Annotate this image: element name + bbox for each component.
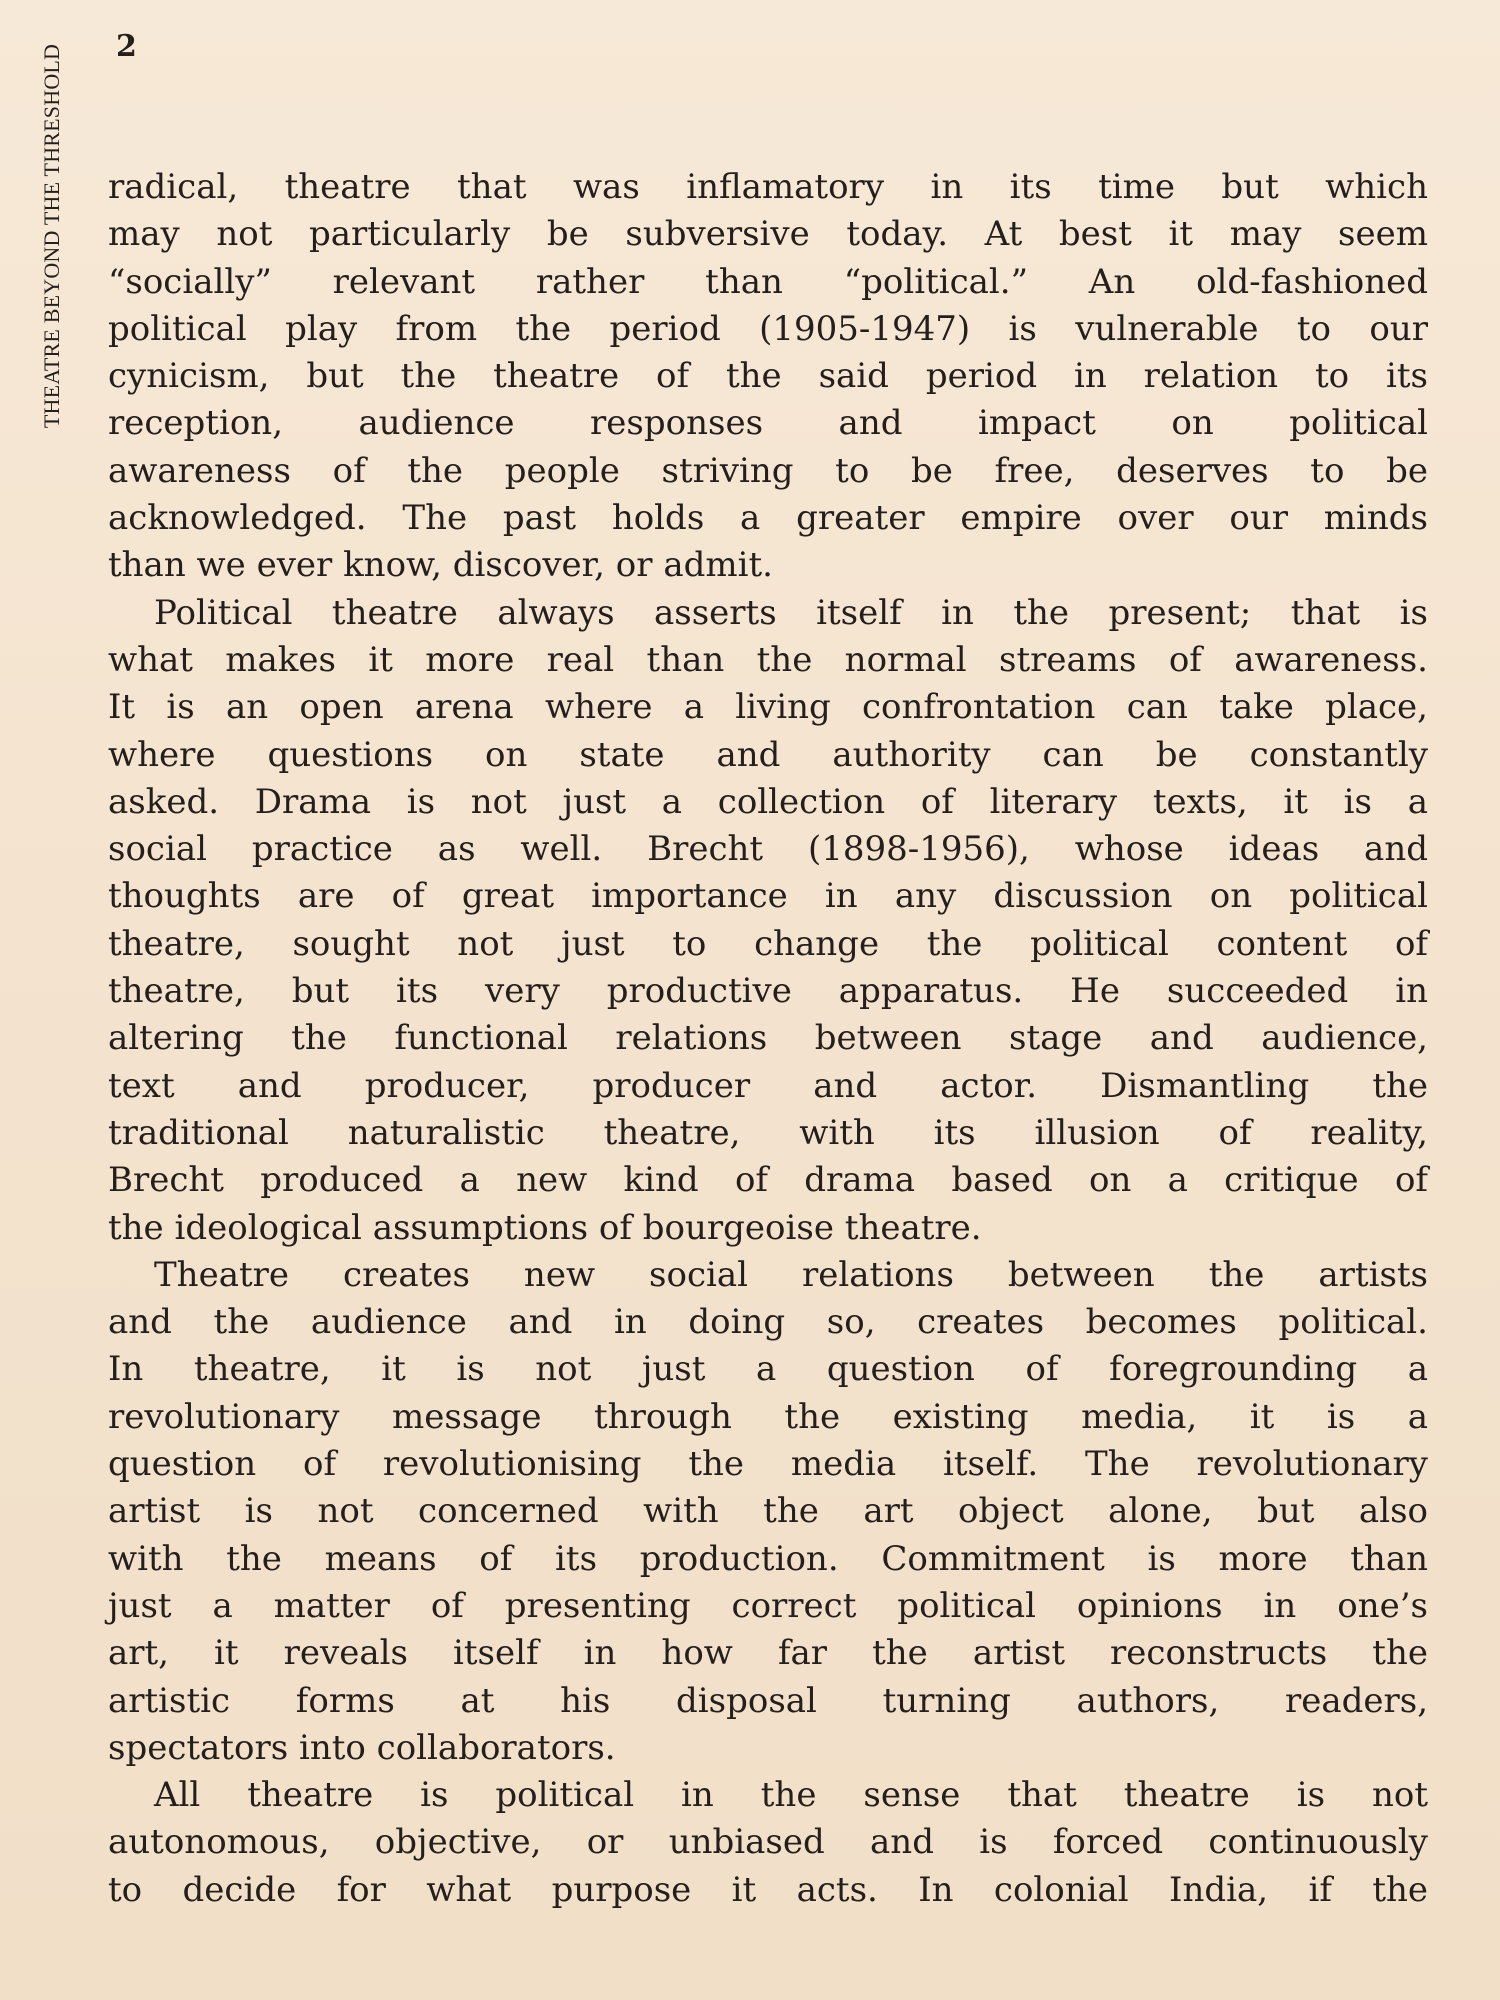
text-line: asked. Drama is not just a collection of literary texts, it is a [108,781,1428,822]
text-line: altering the functional relations between stage and audience, [108,1018,1428,1059]
text-line: revolutionary message through the existing media, it is a [108,1396,1428,1437]
text-line: In theatre, it is not just a question of foregrounding a [108,1349,1428,1390]
text-line: political play from the period (1905-1947) is vulnerable to our [108,308,1428,349]
text-line: “socially” relevant rather than “political.” An old-fashioned [108,261,1428,302]
text-line: acknowledged. The past holds a greater empire over our minds [108,498,1428,539]
text-line: and the audience and in doing so, creates becomes political. [108,1302,1428,1343]
paragraph [108,590,1428,1252]
body-text [108,164,1428,1914]
paragraph [108,1772,1428,1914]
text-line: to decide for what purpose it acts. In colonial India, if the [108,1869,1428,1910]
text-line: just a matter of presenting correct political opinions in one’s [108,1585,1428,1626]
text-line: theatre, but its very productive apparatus. He succeeded in [108,971,1428,1012]
text-line: what makes it more real than the normal streams of awareness. [108,639,1428,680]
text-line: awareness of the people striving to be free, deserves to be [108,450,1428,491]
text-line: Theatre creates new social relations between the artists [154,1254,1428,1295]
text-line: the ideological assumptions of bourgeoise theatre. [108,1207,982,1248]
text-line: cynicism, but the theatre of the said period in relation to its [108,356,1428,397]
text-line: Political theatre always asserts itself in the present; that is [154,592,1428,633]
text-line: theatre, sought not just to change the political content of [108,923,1428,964]
text-line: text and producer, producer and actor. Dismantling the [108,1065,1428,1106]
page-number: 2 [116,29,137,64]
text-line: reception, audience responses and impact on political [108,403,1428,444]
text-line: with the means of its production. Commitment is more than [108,1538,1428,1579]
text-line: social practice as well. Brecht (1898-1956), whose ideas and [108,829,1428,870]
text-line: autonomous, objective, or unbiased and is forced continuously [108,1822,1428,1863]
text-line: It is an open arena where a living confrontation can take place, [108,687,1428,728]
text-line: than we ever know, discover, or admit. [108,545,773,586]
text-line: where questions on state and authority can be constantly [108,734,1428,775]
text-line: spectators into collaborators. [108,1727,616,1768]
text-line: art, it reveals itself in how far the artist reconstructs the [108,1633,1428,1674]
text-line: radical, theatre that was inflamatory in its time but which [108,167,1428,207]
text-line: question of revolutionising the media itself. The revolutionary [108,1444,1428,1485]
paragraph [108,164,1428,590]
text-line: All theatre is political in the sense that theatre is not [154,1775,1428,1816]
text-line: artist is not concerned with the art object alone, but also [108,1491,1428,1532]
text-line: traditional naturalistic theatre, with its illusion of reality, [108,1112,1428,1153]
running-head: THEATRE BEYOND THE THRESHOLD [39,43,64,429]
text-line: may not particularly be subversive today. At best it may seem [108,214,1428,255]
text-line: thoughts are of great importance in any discussion on political [108,876,1428,917]
paragraph [108,1252,1428,1772]
text-line: Brecht produced a new kind of drama based on a critique of [108,1160,1428,1201]
text-line: artistic forms at his disposal turning authors, readers, [108,1680,1428,1721]
